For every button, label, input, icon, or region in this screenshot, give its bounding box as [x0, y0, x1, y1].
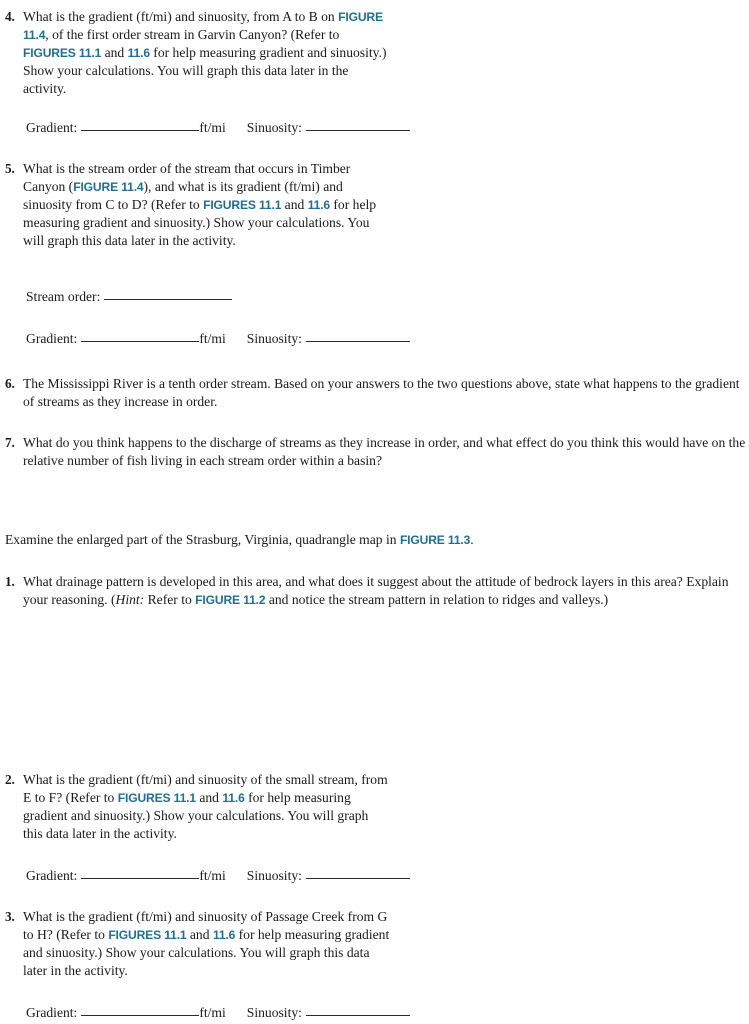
- figure-reference: FIGURES 11.1: [108, 928, 187, 942]
- gradient-unit: ft/mi: [199, 331, 226, 346]
- question-6-number: 6.: [5, 376, 15, 391]
- gradient-label: Gradient:: [26, 1005, 78, 1020]
- question-3-number: 3.: [5, 909, 15, 924]
- sinuosity-label: Sinuosity:: [246, 120, 302, 135]
- gradient-input-blank[interactable]: [81, 865, 199, 879]
- sinuosity-label: Sinuosity:: [246, 1005, 302, 1020]
- question-2-text: What is the gradient (ft/mi) and sinuosity of the small stream, from E to F? (Refer to FIGURES 11.1 and 11.6 for help measuring gradient and sinuosity.) Show your calculations. You will graph this data later in the activity.: [23, 772, 388, 841]
- gradient-unit: ft/mi: [199, 120, 226, 135]
- question-3-text: What is the gradient (ft/mi) and sinuosity of Passage Creek from G to H? (Refer to FIGURES 11.1 and 11.6 for help measuring gradient and sinuosity.) Show your calculations. You will graph this data later in the activity.: [23, 909, 390, 978]
- sinuosity-input-blank[interactable]: [306, 1002, 410, 1016]
- question-5: [5, 160, 397, 250]
- question-7-number: 7.: [5, 435, 15, 450]
- sinuosity-input-blank[interactable]: [306, 328, 410, 342]
- stream-order-label: Stream order:: [26, 289, 101, 304]
- figure-reference: 11.6: [222, 791, 245, 805]
- question-5-number: 5.: [5, 161, 15, 176]
- question-7-text: What do you think happens to the discharge of streams as they increase in order, and what effect do you think this would have on the relative number of fish living in each stream order within a basin?: [23, 435, 746, 468]
- figure-reference: FIGURES 11.1: [23, 46, 102, 60]
- question-4: [5, 8, 397, 98]
- gradient-unit: ft/mi: [199, 868, 226, 883]
- question-1-work-area[interactable]: [5, 615, 745, 770]
- gradient-unit: ft/mi: [199, 1005, 226, 1020]
- sinuosity-input-blank[interactable]: [306, 117, 410, 131]
- question-4-answer-row: [26, 118, 410, 137]
- question-1-text: What drainage pattern is developed in this area, and what does it suggest about the attitude of bedrock layers in this area? Explain your reasoning. (Hint: Refer to FIGURE 11.2 and notice the stream pattern in relation to ridges and valleys.): [23, 574, 729, 607]
- figure-reference: FIGURE 11.4: [73, 180, 144, 194]
- sinuosity-label: Sinuosity:: [246, 331, 302, 346]
- question-2-number: 2.: [5, 772, 15, 787]
- gradient-input-blank[interactable]: [81, 328, 199, 342]
- figure-reference: FIGURES 11.1: [203, 198, 282, 212]
- figure-reference: 11.6: [307, 198, 330, 212]
- gradient-input-blank[interactable]: [81, 117, 199, 131]
- figure-reference: FIGURE 11.4: [23, 10, 383, 42]
- question-2-answer-row: [26, 866, 410, 885]
- question-4-text: What is the gradient (ft/mi) and sinuosity, from A to B on FIGURE 11.4, of the first order stream in Garvin Canyon? (Refer to FIGURES 11.1 and 11.6 for help measuring gradient and sinuosity.) Show your calculations. You will graph this data later in the activity.: [23, 9, 387, 96]
- gradient-input-blank[interactable]: [81, 1002, 199, 1016]
- sinuosity-input-blank[interactable]: [306, 865, 410, 879]
- question-1: [5, 573, 749, 609]
- question-3-answer-row: [26, 1003, 410, 1022]
- question-2: [5, 771, 397, 843]
- question-6-text: The Mississippi River is a tenth order stream. Based on your answers to the two questions above, state what happens to the gradient of streams as they increase in order.: [23, 376, 740, 409]
- sinuosity-label: Sinuosity:: [246, 868, 302, 883]
- figure-reference: 11.6: [127, 46, 150, 60]
- figure-reference: FIGURE 11.3: [399, 533, 471, 547]
- question-4-number: 4.: [5, 9, 15, 24]
- section-intro-line: Examine the enlarged part of the Strasburg, Virginia, quadrangle map in FIGURE 11.3.: [5, 532, 474, 547]
- question-3: [5, 908, 397, 980]
- question-5-text: What is the stream order of the stream that occurs in Timber Canyon (FIGURE 11.4), and what is its gradient (ft/mi) and sinuosity from C to D? (Refer to FIGURES 11.1 and 11.6 for help measuring gradient and sinuosity.) Show your calculations. You will graph this data later in the activity.: [23, 161, 377, 248]
- hint-label: Hint:: [115, 592, 145, 607]
- gradient-label: Gradient:: [26, 868, 78, 883]
- question-7: [5, 434, 749, 470]
- question-5-stream-order-row: [26, 287, 232, 306]
- figure-reference: FIGURE 11.2: [195, 593, 266, 607]
- stream-order-input-blank[interactable]: [104, 286, 232, 300]
- question-6: [5, 375, 749, 411]
- question-1-number: 1.: [5, 574, 15, 589]
- question-5-answer-row: [26, 329, 410, 348]
- gradient-label: Gradient:: [26, 331, 78, 346]
- figure-reference: 11.6: [212, 928, 236, 942]
- figure-reference: FIGURES 11.1: [117, 791, 196, 805]
- gradient-label: Gradient:: [26, 120, 78, 135]
